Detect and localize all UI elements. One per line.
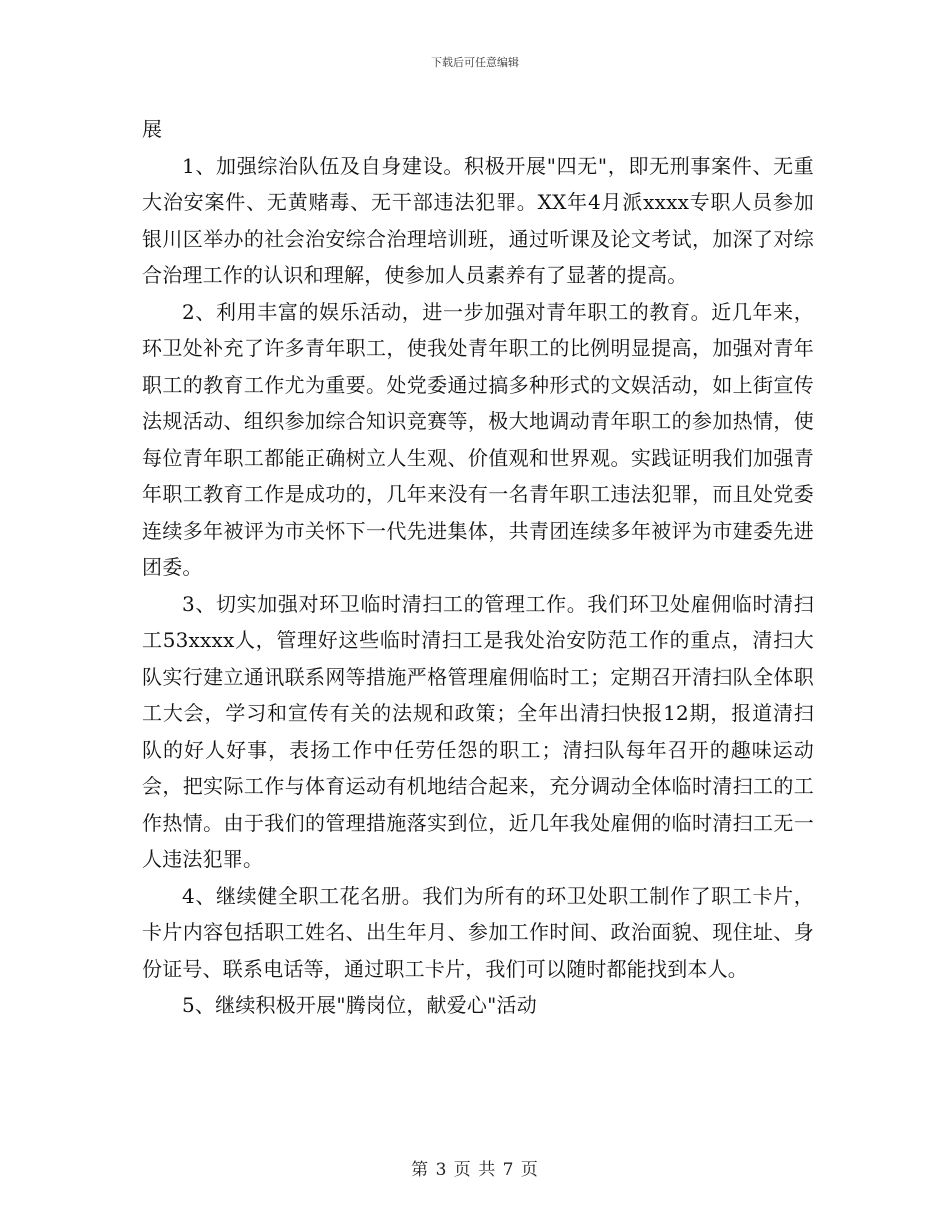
paragraph-1: 1、加强综治队伍及自身建设。积极开展"四无"，即无刑事案件、无重大治安案件、无黄赌毒、无干部违法犯罪。XX年4月派xxxx专职人员参加银川区举办的社会治安综合治理培训班，通过听课及论文考试，加深了对综合治理工作的认识和理解，使参加人员素养有了显著的提高。 <box>142 153 814 287</box>
document-body <box>142 111 814 1024</box>
paragraph-2: 2、利用丰富的娱乐活动，进一步加强对青年职工的教育。近几年来，环卫处补充了许多青年职工，使我处青年职工的比例明显提高，加强对青年职工的教育工作尤为重要。处党委通过搞多种形式的文娱活动，如上街宣传法规活动、组织参加综合知识竞赛等，极大地调动青年职工的参加热情，使每位青年职工都能正确树立人生观、价值观和世界观。实践证明我们加强青年职工教育工作是成功的，几年来没有一名青年职工违法犯罪，而且处党委连续多年被评为市关怀下一代先进集体，共青团连续多年被评为市建委先进团委。 <box>142 299 814 579</box>
paragraph-3: 3、切实加强对环卫临时清扫工的管理工作。我们环卫处雇佣临时清扫工53xxxx人，管理好这些临时清扫工是我处治安防范工作的重点，清扫大队实行建立通讯联系网等措施严格管理雇佣临时工；定期召开清扫队全体职工大会，学习和宣传有关的法规和政策；全年出清扫快报12期，报道清扫队的好人好事，表扬工作中任劳任怨的职工；清扫队每年召开的趣味运动会，把实际工作与体育运动有机地结合起来，充分调动全体临时清扫工的工作热情。由于我们的管理措施落实到位，近几年我处雇佣的临时清扫工无一人违法犯罪。 <box>142 591 814 871</box>
continuation-line: 展 <box>142 117 163 141</box>
page-header-watermark: 下载后可任意编辑 <box>431 56 519 69</box>
paragraph-5: 5、继续积极开展"腾岗位，献爱心"活动 <box>182 993 537 1017</box>
page-number-footer: 第 3 页 共 7 页 <box>411 1160 539 1180</box>
paragraph-4: 4、继续健全职工花名册。我们为所有的环卫处职工制作了职工卡片，卡片内容包括职工姓名、出生年月、参加工作时间、政治面貌、现住址、身份证号、联系电话等，通过职工卡片，我们可以随时都能找到本人。 <box>142 883 814 981</box>
